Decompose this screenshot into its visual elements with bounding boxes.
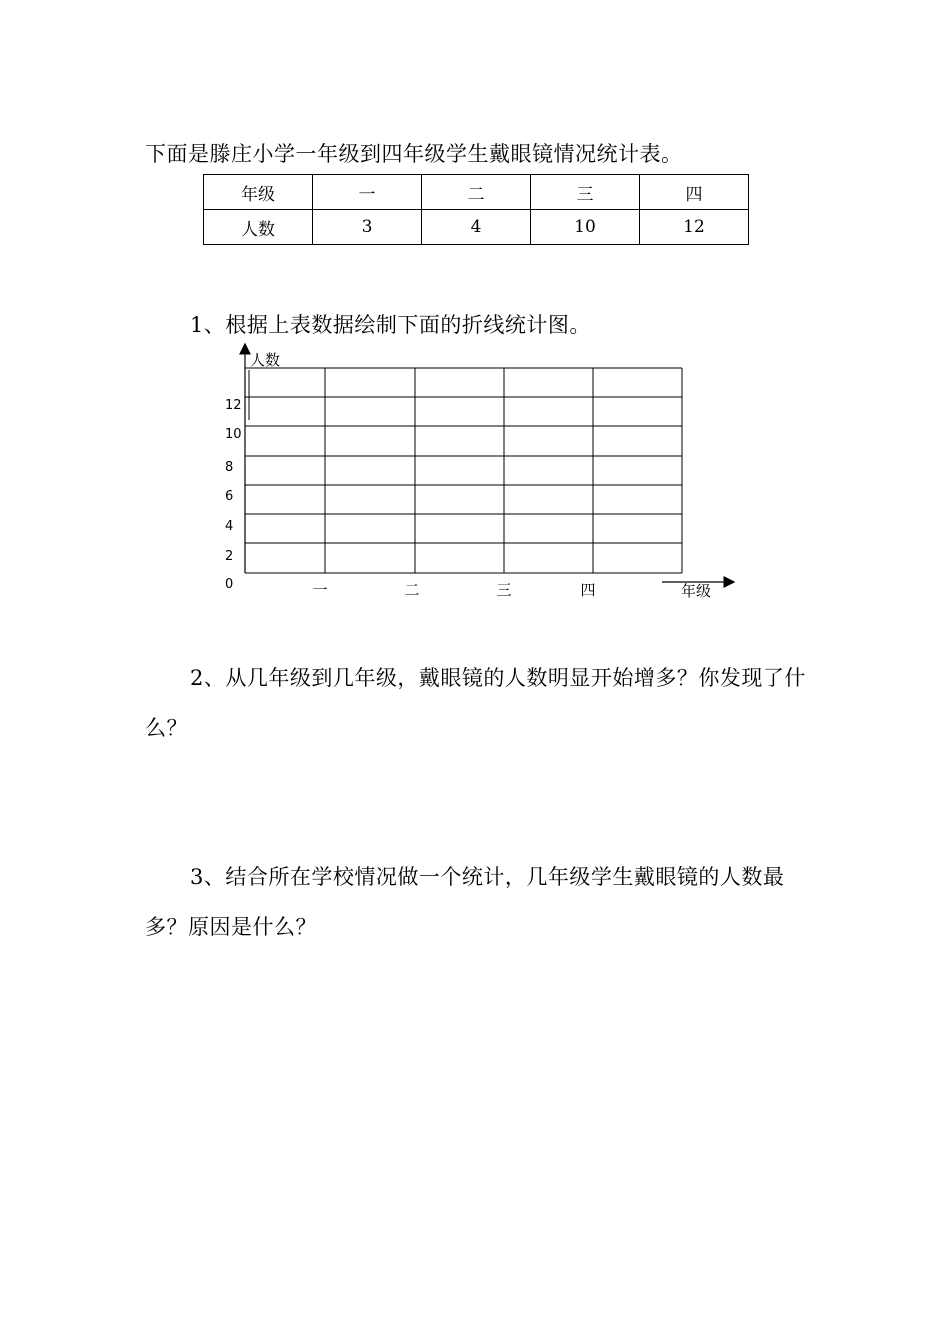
x-tick-label: 一	[312, 581, 328, 599]
question-3: 3、结合所在学校情况做一个统计，几年级学生戴眼镜的人数最多？原因是什么？	[145, 865, 785, 939]
question-2: 2、从几年级到几年级，戴眼镜的人数明显开始增多？你发现了什么？	[145, 666, 806, 740]
y-tick-label: 0	[225, 577, 234, 592]
x-tick-label: 四	[580, 581, 596, 599]
table-cell: 12	[640, 210, 749, 245]
table-cell: 三	[531, 175, 640, 210]
line-chart-grid	[0, 0, 950, 640]
x-axis-label: 年级	[681, 582, 712, 600]
y-tick-label: 10	[225, 427, 242, 442]
y-tick-label: 8	[225, 460, 234, 475]
y-tick-label: 4	[225, 519, 234, 534]
x-tick-label: 三	[496, 581, 512, 599]
intro-text: 下面是滕庄小学一年级到四年级学生戴眼镜情况统计表。	[145, 142, 683, 166]
table-cell: 人数	[204, 210, 313, 245]
y-tick-label: 12	[225, 398, 242, 413]
table-cell: 一	[313, 175, 422, 210]
y-axis-label: 人数	[250, 351, 281, 369]
table-cell: 年级	[204, 175, 313, 210]
x-tick-label: 二	[404, 581, 420, 599]
table-cell: 3	[313, 210, 422, 245]
table-cell: 4	[422, 210, 531, 245]
table-cell: 10	[531, 210, 640, 245]
question-1: 1、根据上表数据绘制下面的折线统计图。	[190, 313, 591, 337]
y-tick-label: 2	[225, 549, 234, 564]
table-cell: 四	[640, 175, 749, 210]
y-tick-label: 6	[225, 489, 234, 504]
table-cell: 二	[422, 175, 531, 210]
